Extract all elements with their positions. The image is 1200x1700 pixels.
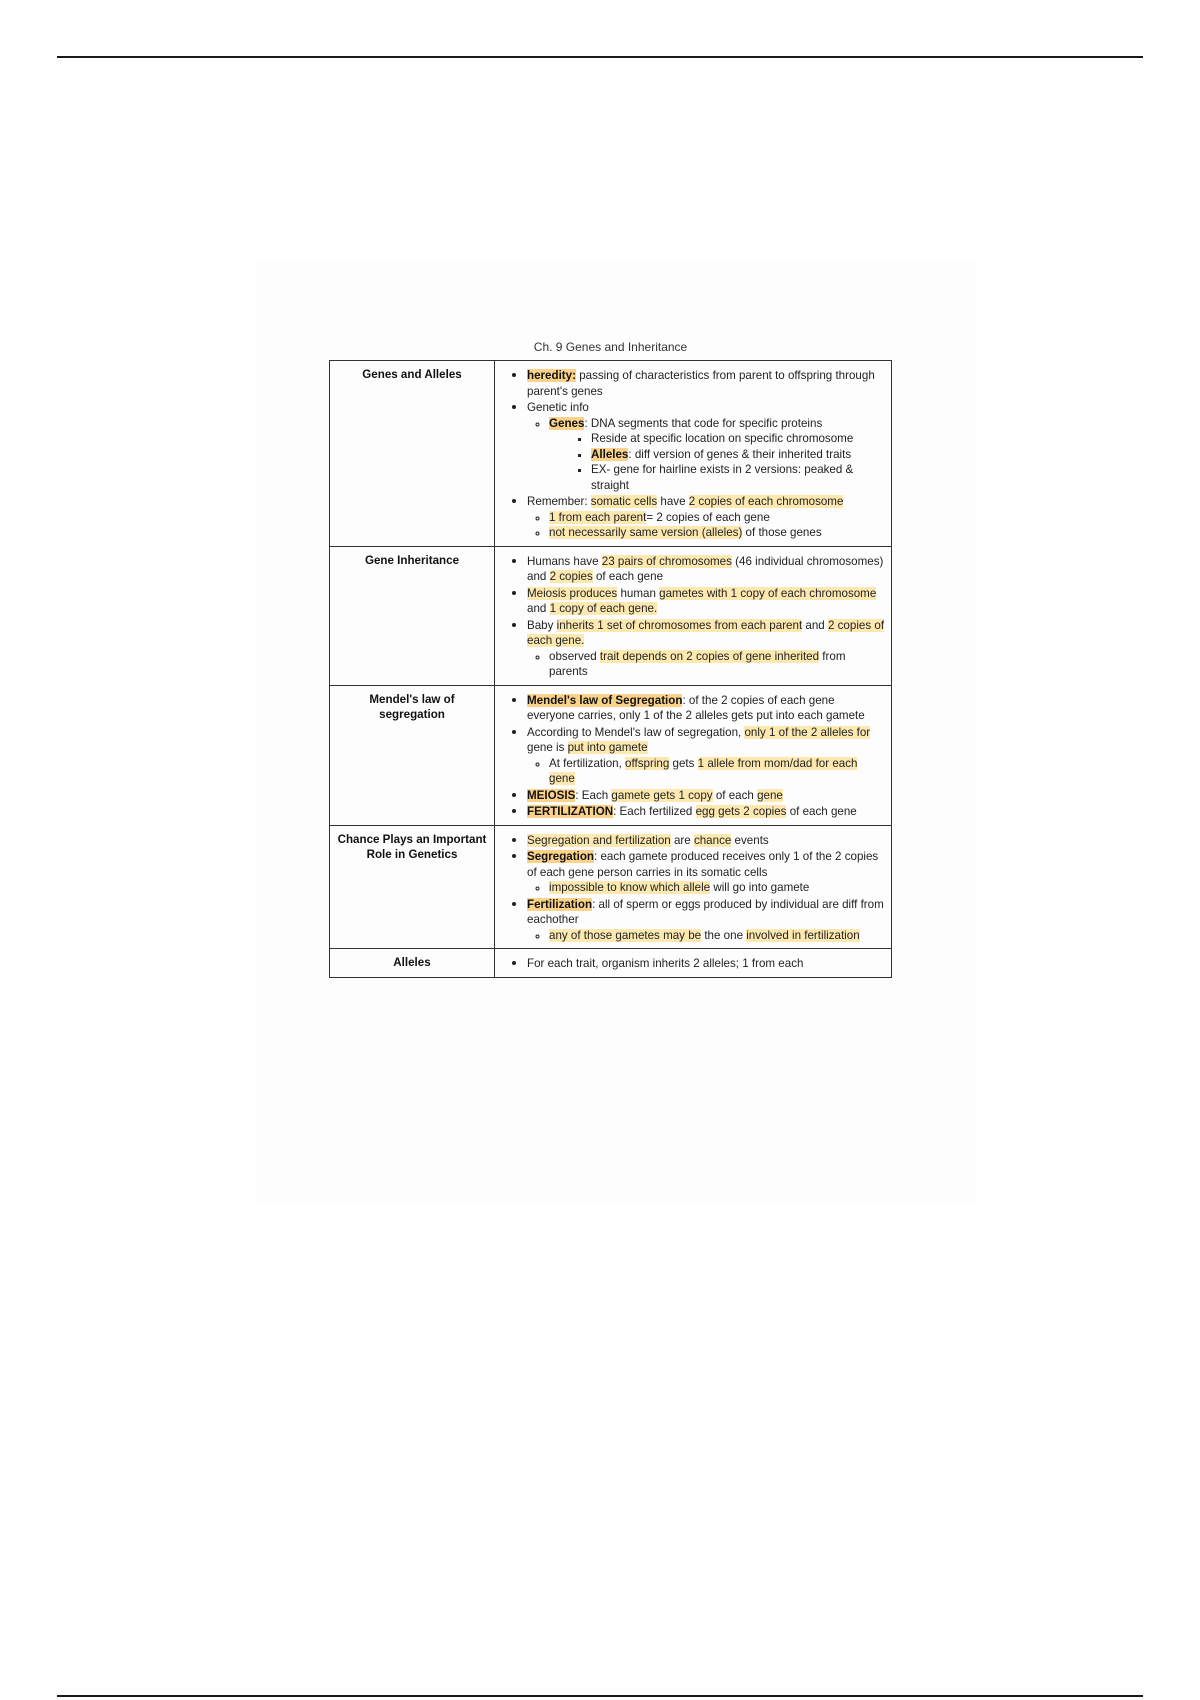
list-item: • Remember: somatic cells have 2 copies of each chromosome ◦ 1 from each parent= 2 copies of each gene ◦ not necessarily same version (alleles) of those genes (527, 493, 885, 541)
row-notes (495, 361, 892, 547)
list-item: ◦ At fertilization, offspring gets 1 allele from mom/dad for each gene (549, 756, 885, 787)
list-item: ◦ not necessarily same version (alleles) of those genes (549, 525, 885, 541)
list-item: • For each trait, organism inherits 2 alleles; 1 from each (527, 955, 885, 972)
row-topic: Genes and Alleles (330, 361, 495, 547)
table-row (330, 361, 892, 547)
row-notes (495, 949, 892, 978)
list-item: • MEIOSIS: Each gamete gets 1 copy of each gene (527, 787, 885, 804)
document-title: Ch. 9 Genes and Inheritance (533, 340, 688, 354)
list-item: • FERTILIZATION: Each fertilized egg gets 2 copies of each gene (527, 803, 885, 820)
row-topic: Mendel's law of segregation (330, 685, 495, 825)
list-item: ▪ Alleles: diff version of genes & their inherited traits (591, 447, 885, 463)
list-item: • According to Mendel's law of segregation, only 1 of the 2 alleles for gene is put into gamete ◦ At fertilization, offspring gets 1 allele from mom/dad for each gene (527, 724, 885, 787)
list-item: • Mendel's law of Segregation: of the 2 copies of each gene everyone carries, only 1 of the 2 alleles gets put into each gamete (527, 692, 885, 724)
row-topic: Chance Plays an Important Role in Genetics (330, 825, 495, 949)
list-item: ◦ 1 from each parent= 2 copies of each gene (549, 510, 885, 526)
list-item: • Genetic info ◦ Genes: DNA segments that code for specific proteins ▪ Reside at specific location on specific chromosome ▪ Alleles: diff version of genes & their inherited traits ▪ EX- gene for hairline exists in 2 versions: peaked & straight (527, 399, 885, 493)
list-item: • Segregation and fertilization are chance events (527, 832, 885, 849)
list-item: • Humans have 23 pairs of chromosomes (46 individual chromosomes) and 2 copies of each gene (527, 553, 885, 585)
table-row (330, 685, 892, 825)
list-item: • Baby inherits 1 set of chromosomes from each parent and 2 copies of each gene. ◦ observed trait depends on 2 copies of gene inherited from parents (527, 617, 885, 680)
list-item: • Fertilization: all of sperm or eggs produced by individual are diff from eachother ◦ any of those gametes may be the one involved in fertilization (527, 896, 885, 944)
list-item: ◦ any of those gametes may be the one involved in fertilization (549, 928, 885, 944)
footer-rule (57, 1695, 1143, 1697)
list-item: ◦ observed trait depends on 2 copies of gene inherited from parents (549, 649, 885, 680)
list-item: ▪ Reside at specific location on specific chromosome (591, 431, 885, 447)
list-item: ◦ impossible to know which allele will go into gamete (549, 880, 885, 896)
table-row (330, 949, 892, 978)
list-item: ◦ Genes: DNA segments that code for specific proteins ▪ Reside at specific location on specific chromosome ▪ Alleles: diff version of genes & their inherited traits ▪ EX- gene for hairline exists in 2 versions: peaked & straight (549, 416, 885, 494)
row-notes (495, 546, 892, 685)
table-row (330, 825, 892, 949)
list-item: • heredity: passing of characteristics from parent to offspring through parent's genes (527, 367, 885, 399)
notes-table (329, 360, 892, 978)
row-notes (495, 825, 892, 949)
list-item: • Meiosis produces human gametes with 1 copy of each chromosome and 1 copy of each gene. (527, 585, 885, 617)
header-rule (57, 56, 1143, 58)
row-topic: Alleles (330, 949, 495, 978)
row-topic: Gene Inheritance (330, 546, 495, 685)
row-notes (495, 685, 892, 825)
list-item: • Segregation: each gamete produced receives only 1 of the 2 copies of each gene person carries in its somatic cells ◦ impossible to know which allele will go into gamete (527, 848, 885, 896)
table-row (330, 546, 892, 685)
list-item: ▪ EX- gene for hairline exists in 2 versions: peaked & straight (591, 462, 885, 493)
